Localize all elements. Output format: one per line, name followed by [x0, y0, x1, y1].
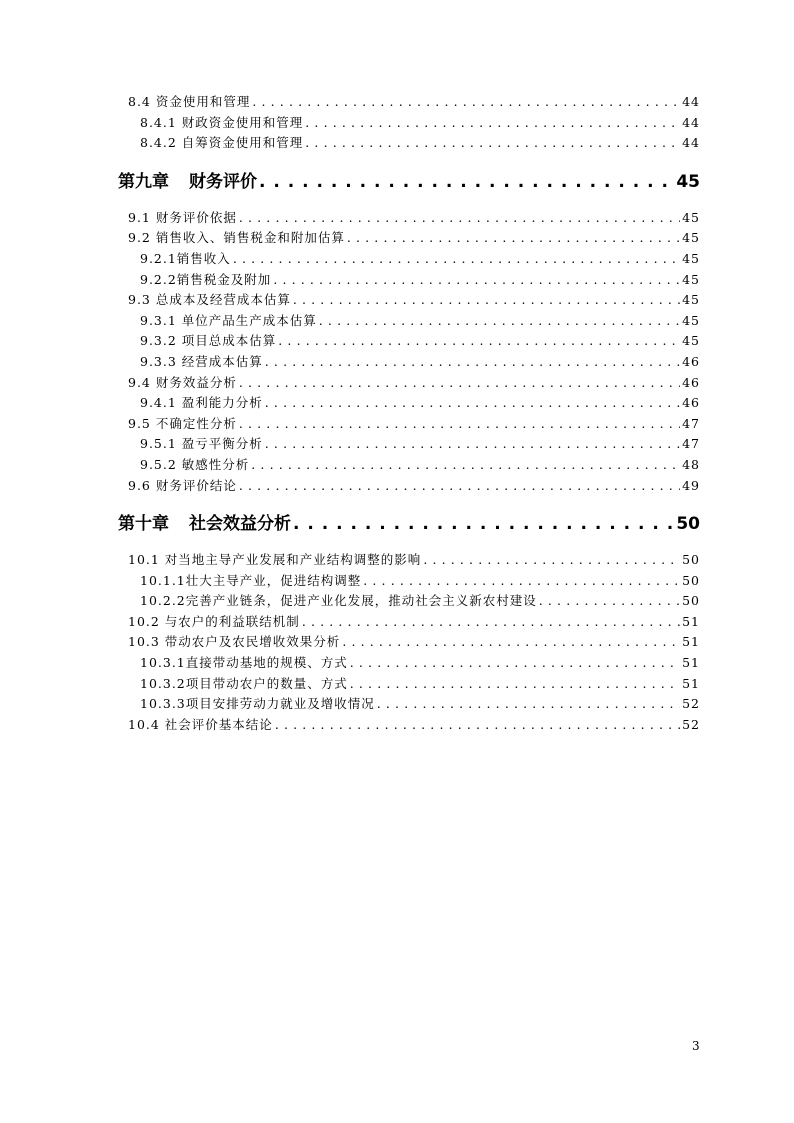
toc-entry-title: 10.2 与农户的利益联结机制	[128, 613, 300, 629]
chapter-heading	[118, 510, 293, 538]
dot-leader	[239, 208, 680, 229]
toc-entry-title: 9.2.2销售税金及附加	[140, 271, 272, 287]
toc-entry-9-5[interactable]	[118, 414, 700, 435]
dot-leader	[233, 249, 680, 270]
chapter-page: 45	[676, 171, 700, 192]
toc-entry-10-3-2[interactable]	[118, 674, 700, 695]
toc-entry-page: 45	[682, 209, 700, 225]
toc-entry-title: 10.3.1直接带动基地的规模、方式	[140, 655, 348, 671]
toc-entry-title: 9.2.1销售收入	[140, 250, 231, 266]
toc-entry-title: 8.4 资金使用和管理	[128, 94, 251, 109]
toc-entry-page: 45	[682, 292, 700, 308]
toc-entry-9-2-1[interactable]	[118, 249, 700, 270]
toc-entry-9-1[interactable]	[118, 208, 700, 229]
toc-entry-title: 9.2 销售收入、销售税金和附加估算	[128, 230, 345, 246]
toc-entry-10-3[interactable]	[118, 632, 700, 653]
toc-entry-9-2-2[interactable]	[118, 270, 700, 291]
toc-entry-title: 10.2.2完善产业链条，促进产业化发展，推动社会主义新农村建设	[140, 593, 537, 609]
dot-leader	[350, 674, 680, 695]
table-of-contents	[118, 92, 700, 735]
toc-entry-page: 44	[682, 114, 700, 130]
toc-entry-title: 9.4.1 盈利能力分析	[140, 395, 263, 411]
dot-leader	[239, 414, 680, 435]
toc-entry-page: 45	[682, 271, 700, 287]
dot-leader	[259, 168, 674, 196]
toc-entry-9-4[interactable]	[118, 373, 700, 394]
toc-entry-page: 45	[682, 230, 700, 246]
toc-entry-10-1-1[interactable]	[118, 571, 700, 592]
toc-chapter-9[interactable]	[118, 168, 700, 196]
dot-leader	[423, 550, 680, 571]
toc-entry-10-3-3[interactable]	[118, 694, 700, 715]
toc-entry-page: 52	[682, 696, 700, 712]
toc-entry-title: 9.4 财务效益分析	[128, 374, 237, 390]
page-number: 3	[692, 1039, 700, 1053]
toc-entry-page: 45	[682, 250, 700, 266]
toc-entry-page: 50	[682, 552, 700, 568]
dot-leader	[293, 510, 674, 538]
toc-entry-title: 10.1.1壮大主导产业，促进结构调整	[140, 572, 362, 588]
toc-entry-title: 10.3 带动农户及农民增收效果分析	[128, 634, 341, 650]
toc-entry-9-2[interactable]	[118, 228, 700, 249]
toc-entry-title: 9.3.2 项目总成本估算	[140, 333, 277, 349]
toc-entry-title: 9.6 财务评价结论	[128, 477, 237, 493]
toc-entry-page: 51	[682, 613, 700, 629]
toc-entry-8-4[interactable]	[118, 92, 700, 113]
dot-leader	[363, 571, 680, 592]
chapter-page: 50	[676, 514, 700, 535]
dot-leader	[305, 113, 680, 134]
toc-entry-title: 10.3.3项目安排劳动力就业及增收情况	[140, 696, 375, 712]
toc-entry-9-5-1[interactable]	[118, 434, 700, 455]
dot-leader	[539, 591, 680, 612]
toc-entry-9-3-2[interactable]	[118, 331, 700, 352]
dot-leader	[265, 434, 680, 455]
toc-entry-page: 44	[682, 135, 700, 151]
dot-leader	[319, 311, 680, 332]
dot-leader	[265, 352, 680, 373]
toc-entry-title: 9.5.1 盈亏平衡分析	[140, 436, 263, 452]
toc-chapter-10[interactable]	[118, 510, 700, 538]
toc-entry-10-1[interactable]	[118, 550, 700, 571]
dot-leader	[273, 270, 680, 291]
dot-leader	[275, 715, 680, 736]
toc-entry-title: 10.1 对当地主导产业发展和产业结构调整的影响	[128, 552, 422, 568]
toc-entry-title: 8.4.1 财政资金使用和管理	[140, 114, 304, 130]
toc-entry-page: 51	[682, 675, 700, 691]
toc-entry-9-3-1[interactable]	[118, 311, 700, 332]
toc-entry-title: 10.3.2项目带动农户的数量、方式	[140, 675, 348, 691]
toc-entry-page: 46	[682, 395, 700, 411]
toc-entry-title: 10.4 社会评价基本结论	[128, 716, 273, 732]
toc-entry-10-3-1[interactable]	[118, 653, 700, 674]
toc-entry-page: 48	[682, 456, 700, 472]
chapter-number: 第九章	[118, 171, 169, 192]
toc-entry-page: 50	[682, 572, 700, 588]
dot-leader	[305, 133, 680, 154]
toc-entry-page: 45	[682, 333, 700, 349]
toc-entry-page: 52	[682, 716, 700, 732]
toc-entry-9-6[interactable]	[118, 476, 700, 497]
toc-entry-page: 46	[682, 353, 700, 369]
toc-entry-page: 45	[682, 312, 700, 328]
toc-entry-title: 9.1 财务评价依据	[128, 209, 237, 225]
toc-entry-10-4[interactable]	[118, 715, 700, 736]
toc-entry-page: 47	[682, 436, 700, 452]
toc-entry-9-3[interactable]	[118, 290, 700, 311]
chapter-number: 第十章	[118, 514, 169, 535]
toc-entry-title: 9.5.2 敏感性分析	[140, 456, 250, 472]
toc-entry-8-4-2[interactable]	[118, 133, 700, 154]
toc-entry-title: 9.5 不确定性分析	[128, 415, 237, 431]
dot-leader	[251, 455, 680, 476]
dot-leader	[278, 331, 680, 352]
toc-entry-title: 8.4.2 自筹资金使用和管理	[140, 135, 304, 151]
dot-leader	[377, 694, 680, 715]
dot-leader	[252, 92, 680, 113]
dot-leader	[342, 632, 680, 653]
toc-entry-page: 50	[682, 593, 700, 609]
toc-entry-10-2-2[interactable]	[118, 591, 700, 612]
toc-entry-page: 47	[682, 415, 700, 431]
toc-entry-10-2[interactable]	[118, 612, 700, 633]
toc-entry-page: 44	[682, 94, 700, 109]
dot-leader	[302, 612, 680, 633]
chapter-title: 财务评价	[189, 171, 257, 192]
toc-entry-title: 9.3 总成本及经营成本估算	[128, 292, 291, 308]
toc-entry-page: 49	[682, 477, 700, 493]
toc-entry-9-4-1[interactable]	[118, 393, 700, 414]
toc-entry-9-5-2[interactable]	[118, 455, 700, 476]
toc-entry-page: 51	[682, 634, 700, 650]
toc-entry-8-4-1[interactable]	[118, 113, 700, 134]
dot-leader	[239, 373, 680, 394]
toc-entry-title: 9.3.1 单位产品生产成本估算	[140, 312, 317, 328]
dot-leader	[347, 228, 680, 249]
dot-leader	[265, 393, 680, 414]
toc-entry-title: 9.3.3 经营成本估算	[140, 353, 263, 369]
toc-entry-page: 51	[682, 655, 700, 671]
chapter-heading	[118, 168, 259, 196]
dot-leader	[293, 290, 680, 311]
dot-leader	[350, 653, 680, 674]
toc-entry-9-3-3[interactable]	[118, 352, 700, 373]
dot-leader	[239, 476, 680, 497]
toc-entry-page: 46	[682, 374, 700, 390]
chapter-title: 社会效益分析	[189, 514, 291, 535]
